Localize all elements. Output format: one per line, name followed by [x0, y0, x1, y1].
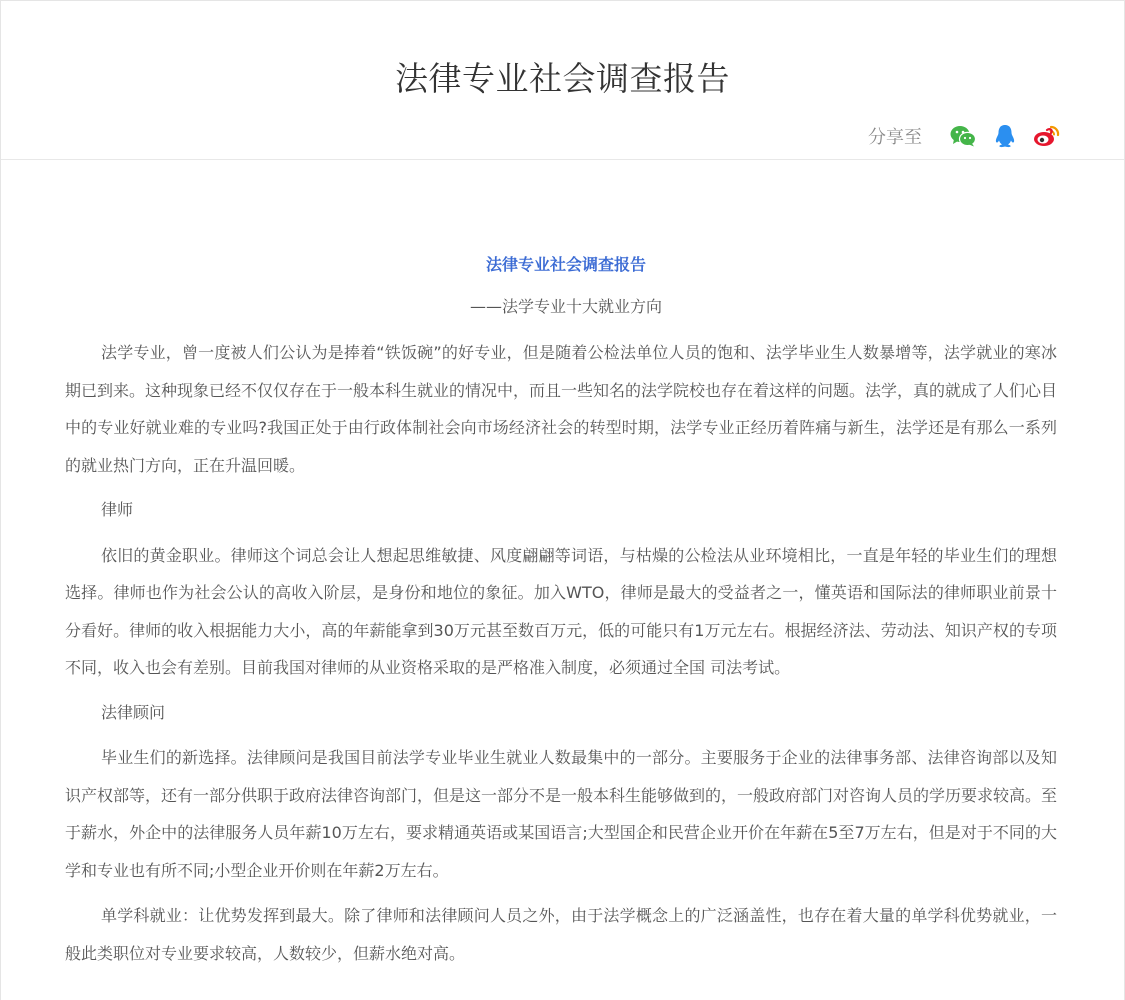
share-bar: [868, 121, 1062, 151]
share-wechat-button[interactable]: [948, 121, 978, 151]
article-subtitle: ——法学专业十大就业方向: [469, 297, 662, 316]
share-weibo-button[interactable]: [1032, 121, 1062, 151]
intro-paragraph: 法学专业，曾一度被人们公认为是捧着“铁饭碗”的好专业，但是随着公检法单位人员的饱和、法学毕业生人数暴增等，法学就业的寒冰期已到来。这种现象已经不仅仅存在于一般本科生就业的情况中，而且一些知名的法学院校也存在着这样的问题。法学，真的就成了人们心目中的专业好就业难的专业吗?我国正处于由行政体制社会向市场经济社会的转型时期，法学专业正经历着阵痛与新生，法学还是有那么一系列的就业热门方向，正在升温回暖。: [65, 343, 1058, 475]
page-header: [1, 1, 1124, 160]
page-title: 法律专业社会调查报告: [395, 59, 730, 98]
qq-icon: [994, 124, 1016, 148]
wechat-icon: [950, 125, 976, 147]
closing-paragraph: 单学科就业：让优势发挥到最大。除了律师和法律顾问人员之外，由于法学概念上的广泛涵盖性，也存在着大量的单学科优势就业，一般此类职位对专业要求较高，人数较少，但薪水绝对高。: [65, 906, 1057, 963]
article-body: [65, 247, 1057, 972]
article-title: 法律专业社会调查报告: [485, 255, 646, 274]
share-label: 分享至: [868, 127, 922, 148]
section-body-legal-advisor: 毕业生们的新选择。法律顾问是我国目前法学专业毕业生就业人数最集中的一部分。主要服务于企业的法律事务部、法律咨询部以及知识产权部等，还有一部分供职于政府法律咨询部门，但是这一部分不是一般本科生能够做到的，一般政府部门对咨询人员的学历要求较高。至于薪水，外企中的法律服务人员年薪10万左右，要求精通英语或某国语言;大型国企和民营企业开价在年薪在5至7万左右，但是对于不同的大学和专业也有所不同;小型企业开价则在年薪2万左右。: [65, 748, 1058, 880]
section-heading-lawyer: 律师: [101, 500, 134, 519]
share-qq-button[interactable]: [990, 121, 1020, 151]
section-heading-legal-advisor: 法律顾问: [101, 702, 166, 722]
weibo-icon: [1033, 124, 1061, 148]
section-body-lawyer: 依旧的黄金职业。律师这个词总会让人想起思维敏捷、风度翩翩等词语，与枯燥的公检法从业环境相比，一直是年轻的毕业生们的理想选择。律师也作为社会公认的高收入阶层，是身份和地位的象征。加入WTO，律师是最大的受益者之一，懂英语和国际法的律师职业前景十分看好。律师的收入根据能力大小，高的年薪能拿到30万元甚至数百万元，低的可能只有1万元左右。根据经济法、劳动法、知识产权的专项不同，收入也会有差别。目前我国对律师的从业资格采取的是严格准入制度，必须通过全国 司法考试。: [65, 545, 1057, 677]
